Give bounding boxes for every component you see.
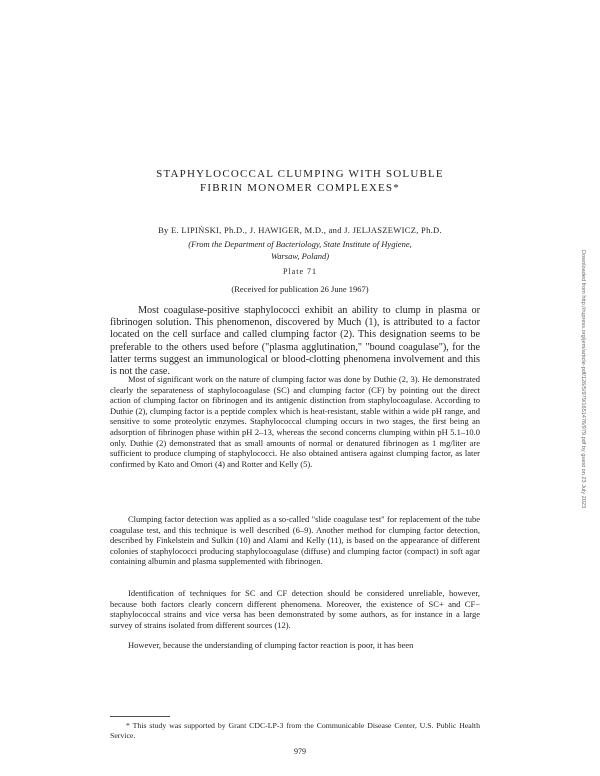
download-notice: Downloaded from http://rupress.org/jem/article-pdf/126/5/979/1651476/979.pdf by guest on 23 July 2023	[580, 250, 586, 509]
received-date: (Received for publication 26 June 1967)	[231, 284, 369, 294]
article-title-line-2: FIBRIN MONOMER COMPLEXES*	[200, 182, 400, 194]
article-title-line-1: STAPHYLOCOCCAL CLUMPING WITH SOLUBLE	[156, 168, 444, 180]
plate-label: Plate 71	[283, 267, 317, 276]
intro-paragraph: Most coagulase-positive staphylococci exhibit an ability to clump in plasma or fibrinogen solution. This phenomenon, discovered by Much (1), is attributed to a factor located on the cell surface and called clumping factor (2). This designation seems to be preferable to the others used before ("plasma agglutination," "bound coagulase"), for the latter terms suggest an immunological or blood-clotting phenomena involvement and this is not the case.	[110, 305, 480, 378]
page-number: 979	[294, 747, 306, 756]
body-paragraph-duthie: Most of significant work on the nature of clumping factor was done by Duthie (2, 3). He demonstrated clearly the separateness of staphylocoagulase (SC) and clumping factor (CF) by pointing out the direct action of clumping factor on fibrinogen and its antigenic distinction from staphylocoagulase. According to Duthie (2), clumping factor is a peptide complex which is heat-resistant, stable within a wide pH range, and sensitive to some proteolytic enzymes. Staphylococcal clumping occurs in two stages, the first being an adsorption of fibrinogen phase within pH 2–13, whereas the second concerns clumping within pH 5.1–10.0 only. Duthie (2) demonstrated that as small amounts of normal or denatured fibrinogen as 1 mg/liter are sufficient to produce clumping of staphylococci. He also obtained antisera against clumping factor, as later confirmed by Kato and Omori (4) and Rotter and Kelly (5).	[110, 374, 480, 469]
footnote-divider	[110, 716, 170, 717]
body-paragraph-continued: However, because the understanding of clumping factor reaction is poor, it has been	[128, 640, 414, 650]
author-list: By E. LIPIŃSKI, Ph.D., J. HAWIGER, M.D., and J. JELJASZEWICZ, Ph.D.	[158, 225, 442, 235]
body-paragraph-identification: Identification of techniques for SC and CF detection should be considered unreliable, however, because both factors clearly concern different phenomena. Moreover, the existence of SC+ and CF− staphylococcal strains and vice versa has been demonstrated by some authors, as for instance in a large survey of strains isolated from different sources (12).	[110, 588, 480, 630]
affiliation-line-2: Warsaw, Poland)	[270, 251, 330, 261]
body-paragraph-slide-test: Clumping factor detection was applied as a so-called "slide coagulase test" for replacement of the tube coagulase test, and this technique is well described (6–9). Another method for clumping factor detection, described by Finkelstein and Sulkin (10) and Alami and Kelly (11), is based on the appearance of different colonies of staphylococci producing staphylocoagulase (diffuse) and clumping factor (compact) in soft agar containing albumin and plasma supplemented with fibrinogen.	[110, 514, 480, 567]
footnote: * This study was supported by Grant CDC-LP-3 from the Communicable Disease Center, U.S. Public Health Service.	[110, 721, 480, 740]
affiliation-line-1: (From the Department of Bacteriology, State Institute of Hygiene,	[188, 239, 412, 249]
